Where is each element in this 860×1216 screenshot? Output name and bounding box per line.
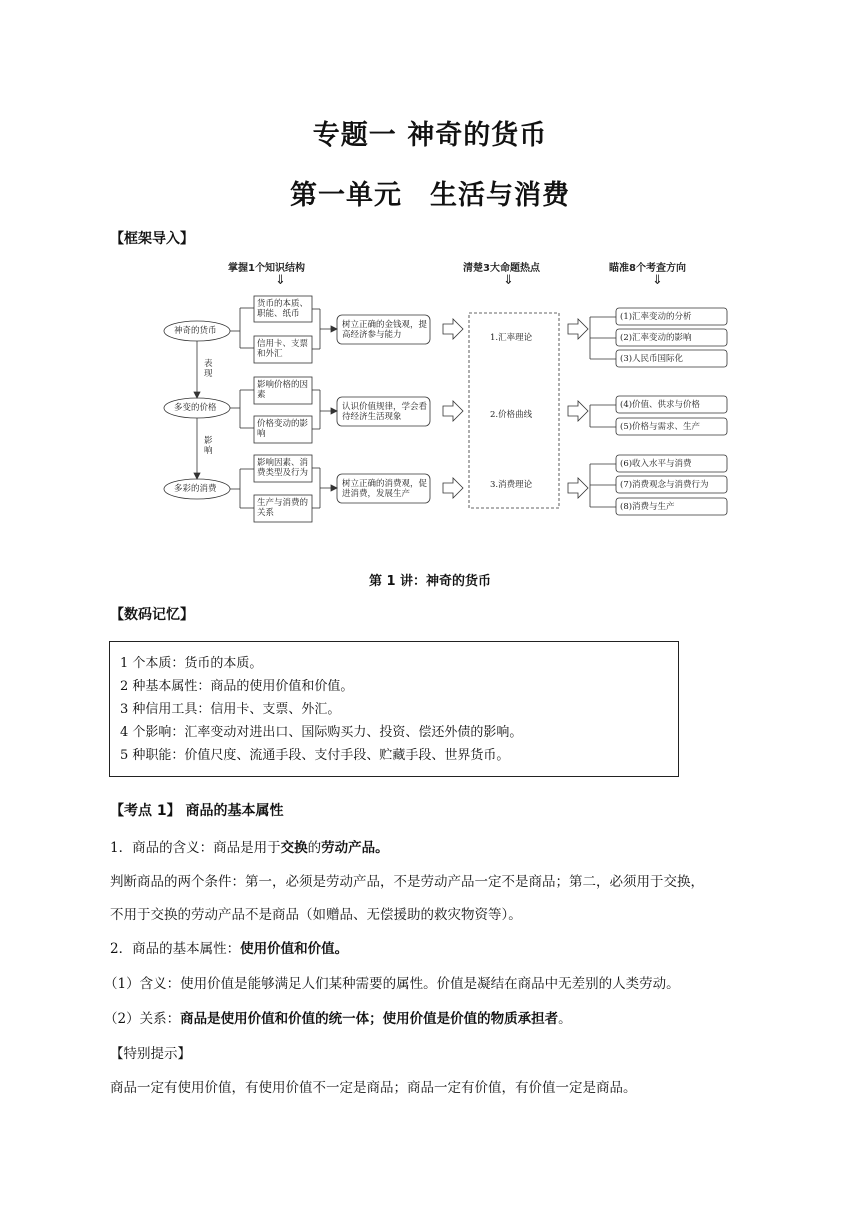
link-yingxiang: 影响 <box>204 436 213 456</box>
p6-suffix: 。 <box>558 1011 572 1027</box>
down-arrow-icon: ⇓ <box>503 273 514 288</box>
col-header-hotspots: 清楚3大命题热点 <box>463 263 540 274</box>
link-biaoxian: 表现 <box>204 359 213 379</box>
paragraph-relation <box>104 1007 572 1027</box>
item-price-factor: 影响价格的因素 <box>257 380 309 400</box>
direction-1: (1)汇率变动的分析 <box>620 312 692 322</box>
p6-prefix: （2）关系： <box>104 1011 181 1027</box>
p1-bold-2: 劳动产品。 <box>321 840 389 856</box>
col-header-directions: 瞄准8个考查方向 <box>609 263 686 274</box>
p4-bold: 使用价值和价值。 <box>240 941 349 957</box>
memory-line-1: 1 个本质：货币的本质。 <box>120 656 263 671</box>
item-consume-factor: 影响因素、消费类型及行为 <box>257 458 309 478</box>
memory-line-3: 3 种信用工具：信用卡、支票、外汇。 <box>120 702 341 717</box>
goal-2: 认识价值规律，学会看待经济生活现象 <box>342 402 428 422</box>
col-header-structure: 掌握1个知识结构 <box>228 263 305 274</box>
down-arrow-icon: ⇓ <box>275 273 286 288</box>
lecture-title: 第 1 讲：神奇的货币 <box>368 574 492 589</box>
item-money-nature: 货币的本质、职能、纸币 <box>257 299 309 319</box>
tip-heading: 【特别提示】 <box>110 1046 191 1062</box>
paragraph-meaning: （1）含义：使用价值是能够满足人们某种需要的属性。价值是凝结在商品中无差别的人类劳动。 <box>104 976 680 992</box>
direction-3: (3)人民币国际化 <box>620 354 684 364</box>
hotspot-1: 1.汇率理论 <box>490 333 533 343</box>
root-price: 多变的价格 <box>174 403 217 413</box>
direction-8: (8)消费与生产 <box>620 502 675 512</box>
memory-line-2: 2 种基本属性：商品的使用价值和价值。 <box>120 679 354 694</box>
root-money: 神奇的货币 <box>174 326 217 336</box>
goal-1: 树立正确的金钱观，提高经济参与能力 <box>342 320 428 340</box>
direction-7: (7)消费观念与消费行为 <box>620 480 709 490</box>
doc-title: 专题一 神奇的货币 <box>312 120 548 151</box>
p1-mid: 的 <box>307 840 322 856</box>
item-price-impact: 价格变动的影响 <box>257 419 309 439</box>
item-credit: 信用卡、支票和外汇 <box>257 339 309 359</box>
direction-5: (5)价格与需求、生产 <box>620 422 701 432</box>
root-consumption: 多彩的消费 <box>174 484 217 494</box>
paragraph-conditions-cont: 不用于交换的劳动产品不是商品（如赠品、无偿援助的救灾物资等）。 <box>110 907 522 923</box>
unit-title: 第一单元 生活与消费 <box>290 180 570 211</box>
framework-diagram <box>160 256 740 531</box>
direction-2: (2)汇率变动的影响 <box>620 333 692 343</box>
item-production: 生产与消费的关系 <box>257 498 309 518</box>
tip-text: 商品一定有使用价值，有使用价值不一定是商品；商品一定有价值，有价值一定是商品。 <box>110 1080 637 1096</box>
down-arrow-icon: ⇓ <box>652 273 663 288</box>
goal-3: 树立正确的消费观，促进消费，发展生产 <box>342 479 428 499</box>
paragraph-conditions: 判断商品的两个条件：第一，必须是劳动产品，不是劳动产品一定不是商品；第二，必须用于交换， <box>110 874 704 890</box>
hotspot-2: 2.价格曲线 <box>490 410 533 420</box>
memory-box <box>109 641 679 777</box>
direction-6: (6)收入水平与消费 <box>620 459 692 469</box>
direction-4: (4)价值、供求与价格 <box>620 400 701 410</box>
memory-line-5: 5 种职能：价值尺度、流通手段、支付手段、贮藏手段、世界货币。 <box>120 748 510 763</box>
memory-line-4: 4 个影响：汇率变动对进出口、国际购买力、投资、偿还外债的影响。 <box>120 725 523 740</box>
paragraph-definition <box>110 836 389 856</box>
kaodian-heading: 【考点 1】 商品的基本属性 <box>110 803 284 819</box>
p4-prefix: 2．商品的基本属性： <box>110 941 241 957</box>
hotspot-3: 3.消费理论 <box>490 480 533 490</box>
p1-prefix: 1．商品的含义：商品是用于 <box>110 840 281 856</box>
memory-heading: 【数码记忆】 <box>110 607 194 623</box>
p6-bold: 商品是使用价值和价值的统一体；使用价值是价值的物质承担者 <box>180 1011 559 1027</box>
paragraph-attributes <box>110 937 348 957</box>
p1-bold-1: 交换 <box>280 840 308 856</box>
framework-heading: 【框架导入】 <box>110 231 194 247</box>
